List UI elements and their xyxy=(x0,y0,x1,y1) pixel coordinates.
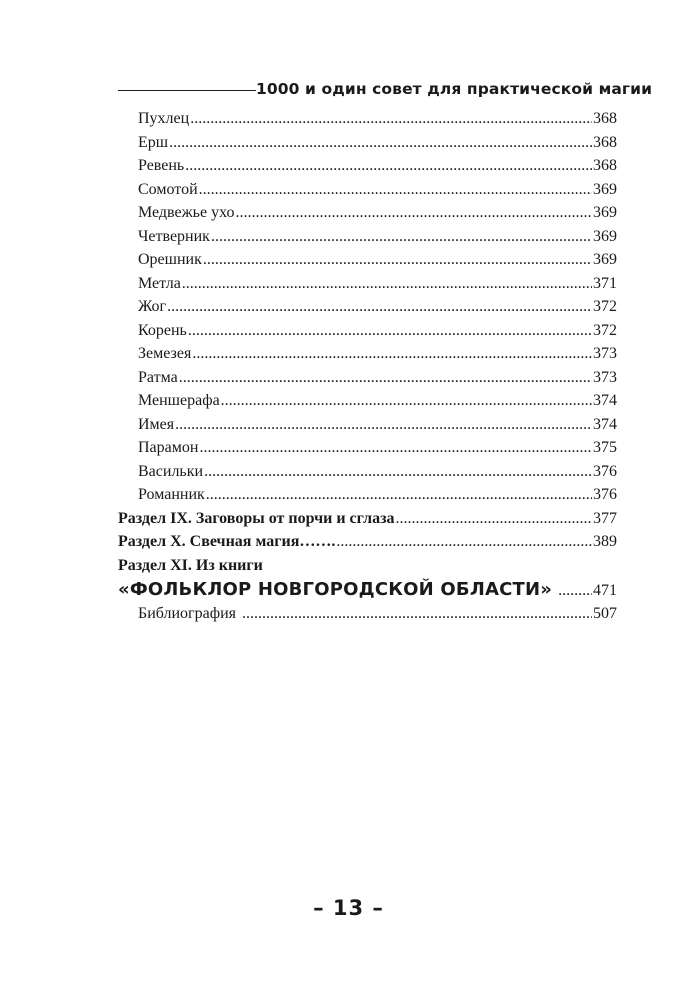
dot-leader xyxy=(169,132,592,154)
toc-entry-label: Парамон xyxy=(138,439,199,456)
toc-section-ix[interactable] xyxy=(118,508,617,530)
toc-entry[interactable] xyxy=(138,108,617,130)
toc-entry[interactable] xyxy=(138,202,617,224)
toc-entry-page: 373 xyxy=(593,345,617,362)
toc-entry-page: 373 xyxy=(593,368,617,386)
toc-entry[interactable] xyxy=(138,437,617,459)
page-number: – 13 – xyxy=(313,896,384,920)
dot-leader xyxy=(179,367,592,389)
toc-entry-page: 368 xyxy=(593,133,617,151)
dot-leader xyxy=(558,579,592,603)
toc-entry[interactable] xyxy=(138,296,617,318)
toc-entry-label: Ратма xyxy=(138,368,178,386)
dot-leader xyxy=(190,108,592,130)
dot-leader xyxy=(167,296,592,318)
toc-entry-label: Корень xyxy=(138,321,187,339)
toc-entry[interactable] xyxy=(138,155,617,177)
toc-entry[interactable] xyxy=(138,414,617,436)
dot-leader xyxy=(336,531,592,553)
dot-leader xyxy=(192,343,592,365)
toc-entry-page: 368 xyxy=(593,110,617,127)
dot-leader xyxy=(175,414,592,436)
toc-entry-page: 376 xyxy=(593,462,617,480)
dot-leader xyxy=(206,484,592,506)
toc-entry-label: Орешник xyxy=(138,251,202,268)
toc-entry-page: 369 xyxy=(593,251,617,268)
dot-leader xyxy=(242,603,592,625)
toc-entry-label: Жог xyxy=(138,298,167,315)
dot-leader xyxy=(199,437,592,459)
toc-entry[interactable] xyxy=(138,367,617,389)
toc-entry-label: Четверник xyxy=(138,227,210,245)
toc-entry-page: 375 xyxy=(593,439,617,456)
toc-entry-label: Ерш xyxy=(138,133,169,151)
toc-bibliography[interactable] xyxy=(138,603,617,625)
toc-entry[interactable] xyxy=(138,484,617,506)
toc-entry-page: 507 xyxy=(593,605,617,622)
toc-entry-label: Меншерафа xyxy=(138,392,220,409)
toc-entry[interactable] xyxy=(138,273,617,295)
toc-entry[interactable] xyxy=(138,390,617,412)
dot-leader xyxy=(211,226,592,248)
toc-entry-page: 374 xyxy=(593,392,617,409)
toc-entry[interactable] xyxy=(138,461,617,483)
dot-leader xyxy=(185,155,592,177)
toc-section-page: 377 xyxy=(593,509,617,527)
toc-entry-page: 372 xyxy=(593,298,617,315)
toc-entry-page: 376 xyxy=(593,486,617,503)
dot-leader xyxy=(235,202,592,224)
dot-leader xyxy=(204,461,592,483)
toc-entry-page: 372 xyxy=(593,321,617,339)
toc-entry-label: Романник xyxy=(138,486,205,503)
toc-entry-label: Медвежье ухо xyxy=(138,204,235,221)
dot-leader xyxy=(182,273,592,295)
toc-entry-page: 368 xyxy=(593,157,617,174)
toc-entry-page: 374 xyxy=(593,415,617,433)
toc-entry-label: Библиография xyxy=(138,605,236,622)
toc-entry[interactable] xyxy=(138,132,617,154)
toc-section-xi-heading[interactable] xyxy=(118,555,617,577)
toc-section-xi-book[interactable] xyxy=(118,578,617,602)
toc-entry-label: Пухлец xyxy=(138,110,190,127)
toc-entry-label: Метла xyxy=(138,274,181,292)
toc-entry-label: Васильки xyxy=(138,462,204,480)
toc-entry-page: 371 xyxy=(593,274,617,292)
toc-entry-label: Сомотой xyxy=(138,180,198,198)
running-head-title: 1000 и один совет для практической магии xyxy=(256,80,653,98)
toc-entry-page: 369 xyxy=(593,227,617,245)
toc-book-title: «ФОЛЬКЛОР НОВГОРОДСКОЙ ОБЛАСТИ» xyxy=(118,579,553,600)
toc-entry-label: Ревень xyxy=(138,157,185,174)
dot-leader xyxy=(199,179,592,201)
toc-section-label: Раздел XI. Из книги xyxy=(118,556,263,574)
dot-leader xyxy=(396,508,593,530)
header-rule xyxy=(118,90,256,91)
toc-section-label: Раздел X. Свечная магия……. xyxy=(118,533,336,550)
dot-leader xyxy=(203,249,592,271)
toc-entry-page: 369 xyxy=(593,204,617,221)
toc-entry[interactable] xyxy=(138,343,617,365)
toc-entry-page: 369 xyxy=(593,180,617,198)
toc-entry[interactable] xyxy=(138,249,617,271)
dot-leader xyxy=(221,390,592,412)
toc-section-page: 389 xyxy=(593,533,617,550)
toc-entry[interactable] xyxy=(138,226,617,248)
running-head xyxy=(118,76,653,98)
toc-entry-label: Имея xyxy=(138,415,175,433)
toc-section-x[interactable] xyxy=(118,531,617,553)
toc-entry[interactable] xyxy=(138,320,617,342)
toc-entry[interactable] xyxy=(138,179,617,201)
dot-leader xyxy=(188,320,592,342)
toc-section-label: Раздел IX. Заговоры от порчи и сглаза xyxy=(118,509,395,527)
toc-book-page: 471 xyxy=(593,582,617,599)
toc-entry-label: Земезея xyxy=(138,345,192,362)
